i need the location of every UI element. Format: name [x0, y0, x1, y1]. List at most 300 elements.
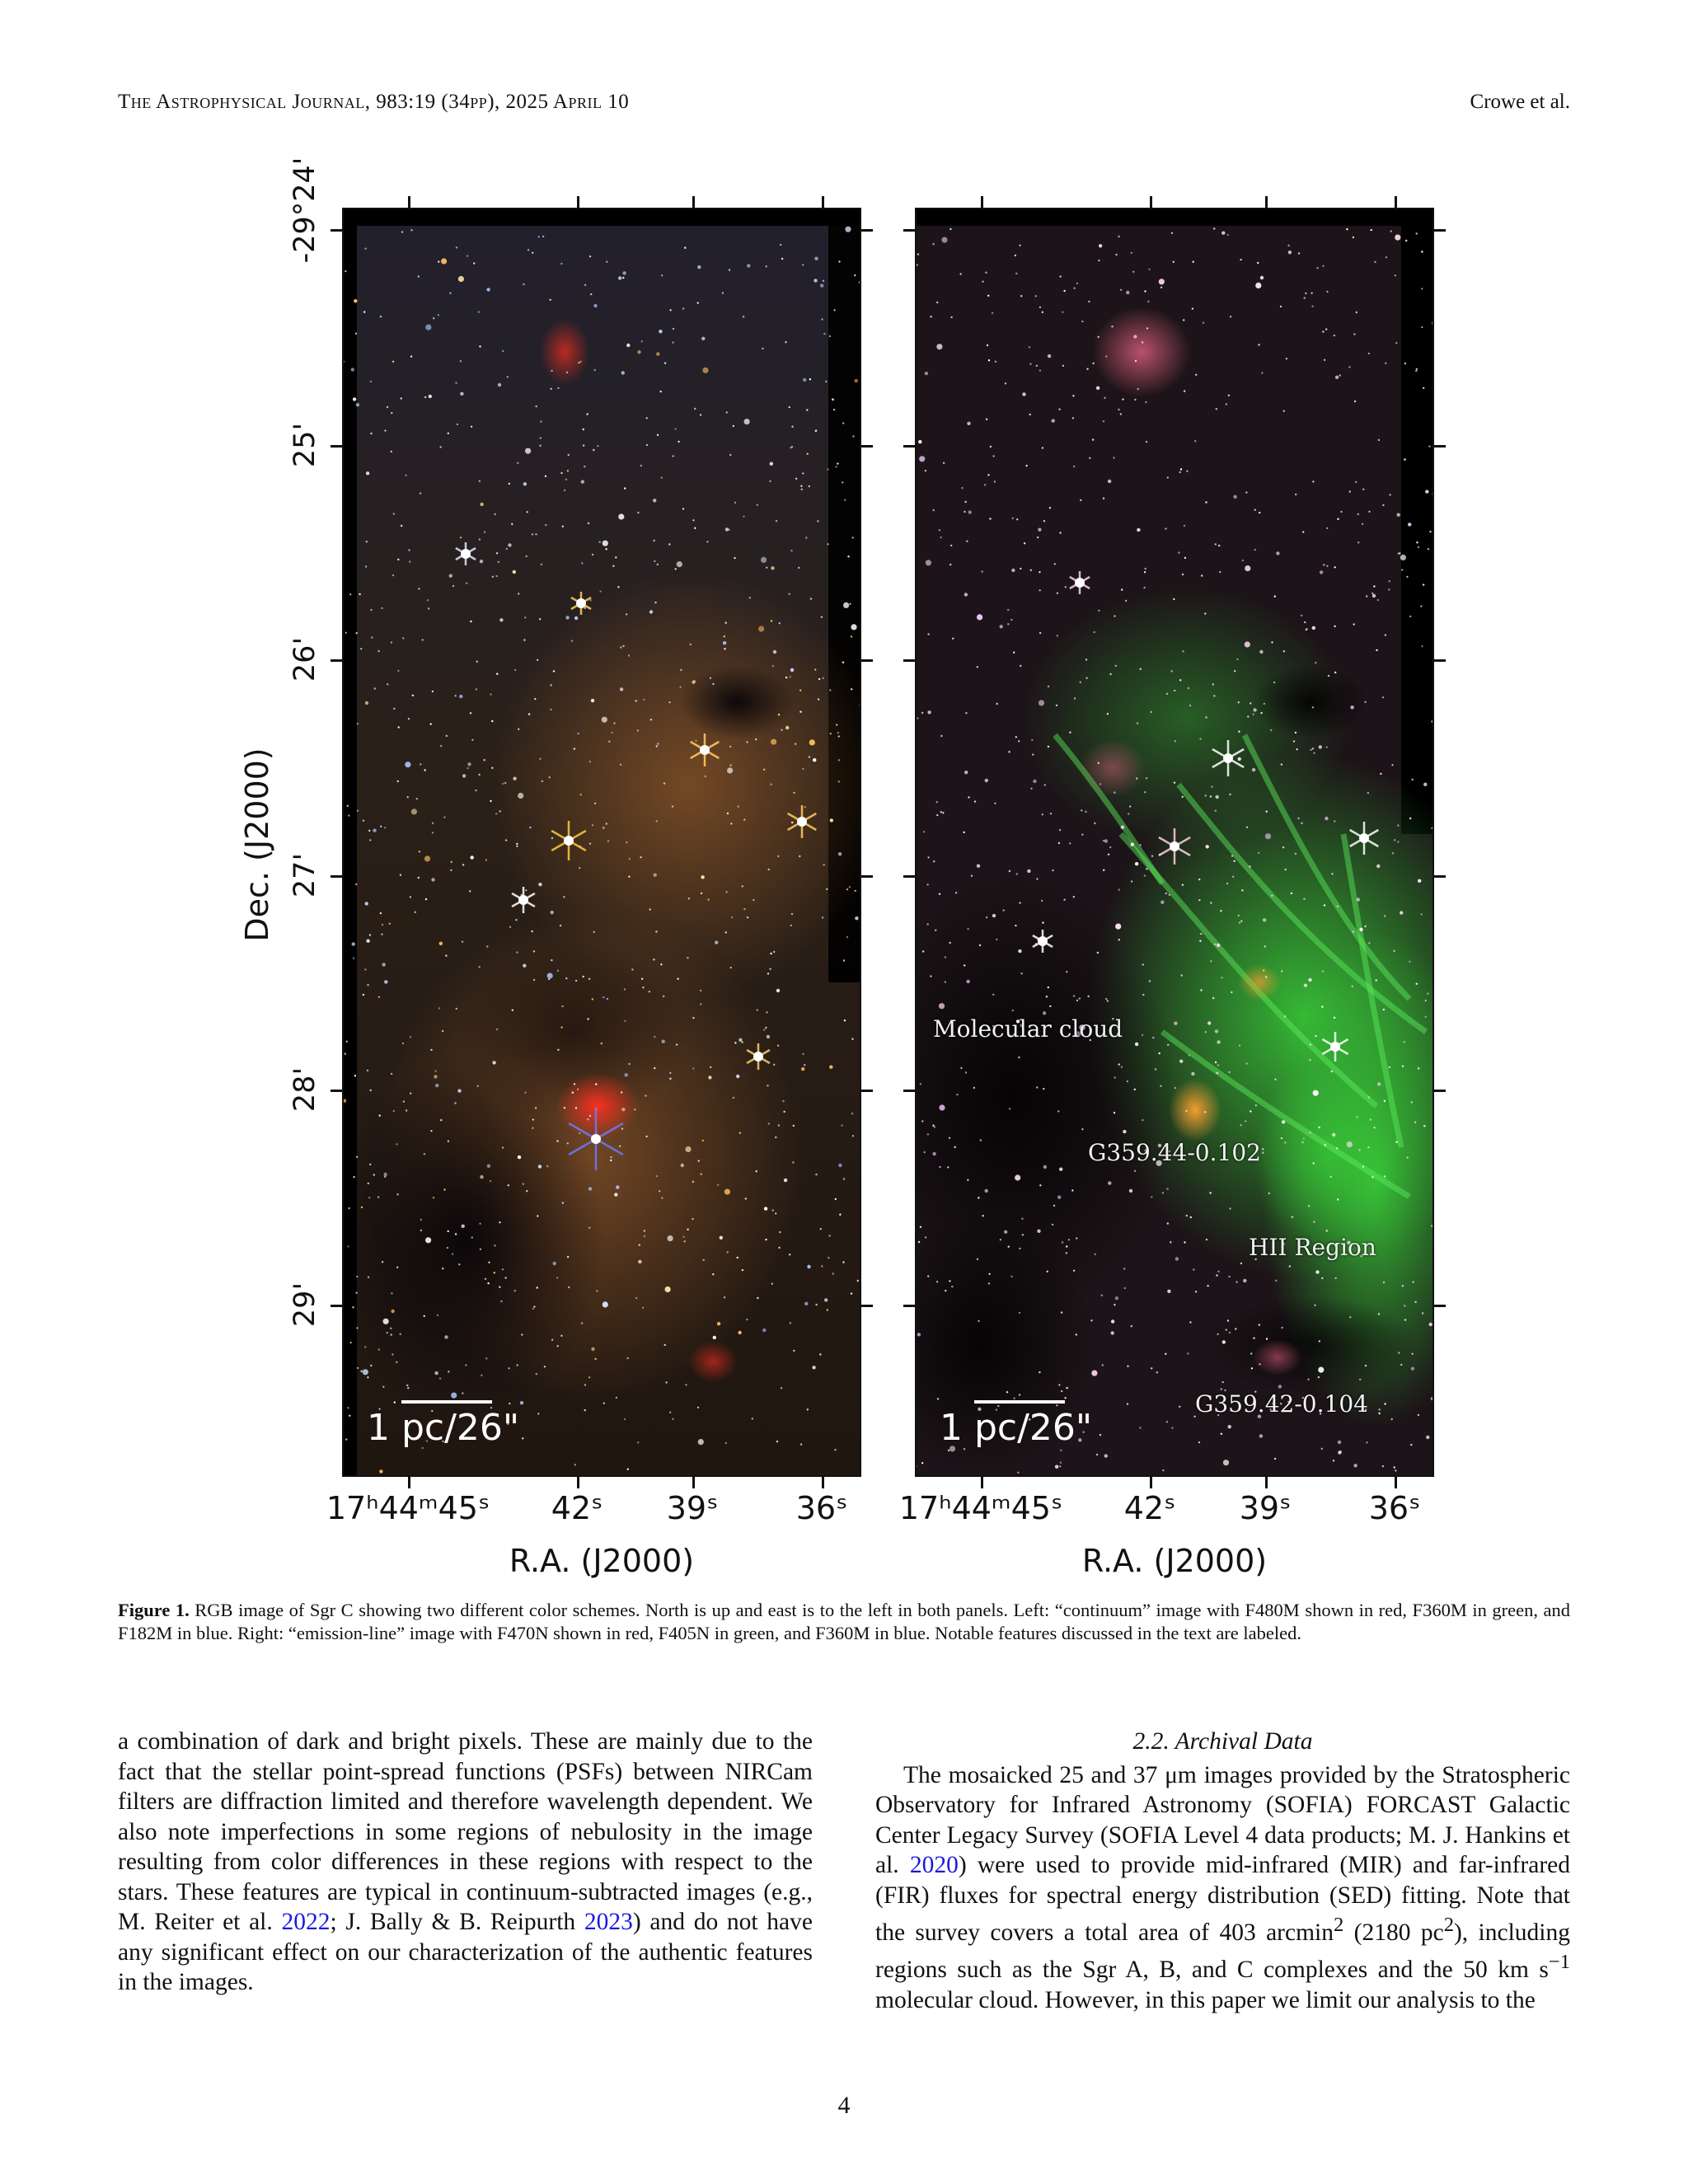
star	[1432, 493, 1434, 494]
star	[624, 487, 626, 489]
star	[584, 607, 585, 609]
star	[1217, 1040, 1220, 1043]
axis-tick	[331, 229, 342, 232]
star	[1182, 574, 1184, 575]
star	[943, 462, 945, 464]
citation-link[interactable]: 2020	[909, 1852, 959, 1878]
star	[381, 934, 382, 935]
axis-tick	[822, 196, 824, 208]
star	[1207, 1021, 1211, 1024]
star	[990, 446, 992, 448]
star	[635, 1297, 637, 1299]
star	[377, 650, 379, 652]
star	[1170, 1241, 1171, 1243]
star	[1109, 673, 1111, 675]
star	[839, 1214, 841, 1216]
axis-tick	[331, 875, 342, 878]
star	[363, 311, 365, 312]
star	[1092, 438, 1094, 440]
star	[607, 840, 609, 841]
star	[724, 648, 725, 649]
star	[734, 502, 736, 504]
star	[1301, 823, 1302, 824]
star	[855, 916, 858, 920]
superscript: 2	[1443, 1914, 1454, 1936]
star	[1373, 1127, 1375, 1128]
star	[645, 1136, 647, 1137]
star	[1378, 439, 1380, 441]
star	[462, 1392, 463, 1394]
star	[1131, 1325, 1132, 1327]
star	[701, 875, 704, 879]
star	[1074, 697, 1076, 699]
star	[1428, 446, 1430, 448]
axis-tick	[331, 659, 342, 662]
star	[728, 529, 729, 531]
star	[1411, 1101, 1413, 1103]
star	[1281, 1137, 1282, 1139]
star	[694, 408, 696, 410]
star	[446, 735, 448, 737]
scale-bar-label: 1 pc/26"	[940, 1407, 1093, 1449]
star	[1193, 1268, 1194, 1270]
star	[838, 260, 840, 262]
star	[734, 1042, 736, 1043]
star	[663, 782, 665, 784]
star	[1353, 1464, 1357, 1467]
star	[793, 1125, 795, 1127]
star	[663, 996, 664, 997]
star	[1009, 1108, 1010, 1109]
star	[1151, 1367, 1152, 1369]
star	[1232, 876, 1234, 878]
star	[793, 1350, 795, 1352]
star	[391, 1310, 394, 1313]
paragraph-text: a combination of dark and bright pixels. These are mainly due to the fact that the stellar point-spread functions (PSFs) between NIRCam filters are diffraction limited and therefore wavelength dependent. We also note imperfections in some regions of nebulosity in the image resulting from color differences in these regions with respect to the stars. These features are typical in continuum-subtracted images (e.g., M. Reiter et al.	[118, 1728, 813, 1935]
star	[622, 645, 624, 647]
star	[521, 1333, 523, 1335]
star	[478, 774, 480, 776]
star	[813, 758, 816, 762]
star	[679, 687, 681, 688]
star	[1193, 261, 1194, 263]
star	[524, 1092, 526, 1094]
star	[382, 1386, 384, 1388]
star	[843, 602, 849, 608]
star	[409, 560, 410, 562]
star	[590, 293, 592, 295]
star	[793, 792, 795, 794]
star	[1400, 555, 1406, 560]
star	[697, 1407, 699, 1408]
star	[1019, 245, 1020, 246]
star	[1098, 762, 1100, 764]
star	[965, 712, 967, 714]
star	[353, 1176, 354, 1178]
star	[1104, 1454, 1108, 1457]
star	[424, 396, 426, 398]
star	[927, 633, 929, 635]
star	[1155, 1068, 1156, 1070]
star	[1073, 1270, 1075, 1272]
star	[753, 899, 754, 901]
star	[1115, 1296, 1118, 1300]
star	[537, 659, 538, 661]
star	[916, 264, 917, 265]
star	[591, 699, 594, 702]
star	[700, 990, 701, 991]
star	[1384, 1403, 1386, 1404]
star	[927, 923, 929, 925]
star	[1393, 950, 1395, 952]
star	[391, 1292, 392, 1294]
star	[1103, 498, 1104, 499]
star	[1039, 370, 1041, 372]
star	[1255, 1104, 1257, 1106]
star	[1081, 321, 1083, 322]
star	[396, 1267, 398, 1268]
star	[1350, 705, 1353, 709]
star	[1303, 898, 1305, 900]
star	[1076, 1000, 1078, 1001]
star	[638, 1260, 641, 1263]
star	[1151, 855, 1153, 857]
star	[770, 953, 771, 954]
star	[799, 711, 801, 713]
star	[594, 1358, 596, 1360]
star	[1286, 358, 1287, 359]
star	[491, 767, 493, 769]
star	[1334, 672, 1336, 673]
star	[1255, 283, 1261, 288]
star	[1420, 913, 1422, 915]
star	[456, 246, 457, 248]
star	[964, 511, 965, 513]
star	[1050, 813, 1052, 814]
star	[1166, 1421, 1168, 1422]
star	[669, 309, 671, 311]
star	[574, 1464, 576, 1465]
star	[1015, 273, 1017, 274]
star	[1406, 1156, 1408, 1158]
star	[538, 236, 540, 237]
star	[420, 1230, 422, 1231]
star	[818, 698, 819, 700]
star	[1125, 600, 1127, 602]
star	[829, 1066, 832, 1069]
star	[1182, 796, 1184, 798]
star	[445, 954, 447, 956]
superscript: −1	[1548, 1951, 1570, 1974]
star	[1422, 1312, 1423, 1314]
star	[692, 519, 694, 521]
star	[1323, 564, 1325, 565]
star	[1059, 275, 1061, 277]
star	[1165, 1353, 1166, 1355]
star	[771, 620, 772, 621]
star	[1203, 322, 1204, 324]
star	[496, 1029, 498, 1030]
star	[425, 1237, 431, 1243]
star	[564, 490, 565, 491]
star	[628, 1063, 630, 1065]
star	[451, 1393, 457, 1399]
star	[1377, 599, 1379, 601]
dec-tick-label: 26'	[288, 636, 321, 682]
star	[1065, 586, 1067, 588]
star	[985, 1189, 988, 1193]
star	[697, 302, 699, 303]
star	[1402, 1285, 1404, 1286]
star	[1127, 1080, 1128, 1082]
star	[1066, 1387, 1067, 1389]
star	[1008, 1246, 1010, 1248]
star	[994, 803, 996, 804]
star	[1382, 504, 1384, 506]
emission-line-image-panel	[915, 208, 1434, 1477]
star	[1133, 335, 1137, 338]
star	[1171, 1427, 1173, 1428]
star	[1204, 612, 1206, 614]
star	[1278, 1385, 1282, 1388]
citation-link[interactable]: 2023	[584, 1909, 633, 1935]
star	[412, 695, 414, 696]
star	[640, 856, 641, 858]
star	[1328, 675, 1329, 677]
star	[1229, 1207, 1231, 1209]
star	[1126, 291, 1129, 294]
star	[733, 1097, 734, 1099]
star	[717, 1322, 720, 1325]
star	[603, 1301, 608, 1307]
star	[1058, 409, 1060, 410]
star	[365, 902, 368, 905]
star	[705, 776, 706, 777]
star	[1281, 970, 1282, 972]
star	[1377, 1082, 1381, 1085]
star	[708, 1076, 711, 1079]
star	[1160, 1085, 1161, 1087]
star	[1135, 360, 1137, 362]
star	[1334, 1017, 1335, 1019]
star	[393, 513, 395, 514]
star	[1037, 1230, 1040, 1233]
star	[1210, 795, 1212, 797]
star	[1114, 792, 1115, 794]
star	[1059, 1168, 1062, 1171]
star	[1036, 365, 1038, 367]
star	[731, 916, 733, 918]
star	[589, 843, 591, 845]
star	[627, 1357, 629, 1359]
bright-star	[576, 598, 586, 608]
star	[821, 616, 823, 618]
star	[919, 456, 925, 462]
star	[614, 1193, 617, 1196]
star	[1215, 810, 1217, 812]
star	[727, 1251, 729, 1253]
star	[556, 1140, 558, 1141]
star	[1352, 986, 1353, 987]
star	[668, 1235, 673, 1241]
star	[678, 441, 679, 443]
star	[1364, 701, 1366, 703]
ra-tick-label: 42ˢ	[1123, 1490, 1176, 1526]
star	[1259, 512, 1260, 513]
star	[1199, 940, 1201, 942]
paragraph-text: (2180 pc	[1343, 1919, 1444, 1946]
star	[392, 361, 394, 363]
star	[1398, 1352, 1400, 1353]
star	[457, 424, 458, 425]
star	[1179, 471, 1180, 473]
star	[359, 593, 360, 595]
star	[448, 433, 449, 434]
star	[441, 258, 447, 264]
ra-tick-label: 17ʰ44ᵐ45ˢ	[326, 1490, 490, 1526]
star	[1187, 1352, 1189, 1354]
axis-tick	[1395, 1477, 1397, 1488]
star	[809, 739, 815, 745]
star	[537, 1286, 538, 1288]
star	[547, 972, 553, 978]
star	[429, 395, 432, 398]
bright-star	[1075, 578, 1085, 588]
star	[677, 561, 682, 567]
bright-star	[461, 549, 471, 559]
star	[1151, 711, 1152, 713]
star	[518, 593, 519, 594]
star	[606, 261, 607, 263]
star	[644, 1230, 645, 1231]
star	[424, 769, 425, 771]
star	[574, 748, 575, 749]
star	[672, 1418, 673, 1420]
paragraph-text: ; J. Bally & B. Reipurth	[330, 1909, 584, 1935]
star	[1027, 869, 1030, 873]
star	[726, 411, 728, 413]
axis-tick	[1434, 1305, 1446, 1307]
star	[1301, 1141, 1303, 1143]
paragraph-text: ), including regions such as the Sgr A, B, and C complexes and the 50 km s	[875, 1919, 1570, 1984]
star	[1378, 1313, 1380, 1315]
star	[1266, 1338, 1268, 1339]
star	[1239, 921, 1240, 923]
star	[698, 1160, 700, 1161]
star	[1145, 568, 1146, 569]
star	[1431, 827, 1432, 829]
star	[1198, 1441, 1200, 1443]
star	[1307, 1379, 1309, 1380]
star	[356, 1156, 358, 1158]
star	[1253, 708, 1256, 711]
star	[1260, 276, 1264, 279]
star	[1039, 307, 1041, 308]
star	[1371, 229, 1372, 231]
star	[830, 818, 833, 822]
star	[1145, 401, 1146, 403]
star	[669, 1078, 671, 1080]
star	[1108, 480, 1111, 483]
continuum-image-panel	[342, 208, 861, 1477]
star	[747, 916, 748, 918]
star	[551, 1339, 553, 1341]
star	[1212, 683, 1214, 685]
star	[1271, 895, 1273, 897]
star	[1250, 1110, 1251, 1112]
star	[795, 743, 796, 745]
star	[662, 1040, 665, 1043]
star	[832, 1272, 834, 1274]
star	[927, 710, 931, 714]
star	[1282, 846, 1284, 848]
star	[1052, 419, 1055, 422]
star	[917, 1333, 921, 1336]
star	[1048, 987, 1049, 988]
star	[790, 1322, 791, 1324]
star	[508, 543, 511, 546]
star	[701, 1174, 702, 1175]
star	[1260, 712, 1262, 714]
star	[1213, 695, 1215, 696]
ra-axis-label: R.A. (J2000)	[1081, 1543, 1268, 1579]
star	[949, 1280, 950, 1282]
star	[1192, 307, 1193, 309]
star	[621, 1108, 625, 1111]
star	[405, 762, 410, 767]
star	[391, 641, 392, 643]
star	[1337, 1198, 1339, 1200]
star	[804, 1064, 805, 1066]
star	[1364, 926, 1366, 927]
star	[1169, 894, 1170, 896]
star	[629, 858, 631, 860]
star	[1243, 1279, 1246, 1282]
star	[525, 889, 527, 891]
star	[940, 537, 942, 538]
star	[933, 860, 935, 862]
star	[715, 940, 718, 944]
star	[560, 1026, 562, 1028]
star	[778, 1124, 780, 1126]
bright-star	[1038, 936, 1048, 946]
dec-tick-label: 29'	[288, 1282, 321, 1328]
star	[1048, 686, 1049, 687]
star	[1216, 408, 1217, 410]
star	[1368, 353, 1370, 354]
citation-link[interactable]: 2022	[281, 1909, 331, 1935]
star	[1397, 824, 1399, 826]
star	[940, 811, 942, 813]
star	[1368, 511, 1370, 513]
body-column-left	[118, 1727, 813, 1998]
star	[546, 1165, 548, 1167]
star	[370, 433, 372, 434]
star	[950, 316, 952, 318]
star	[1012, 1010, 1014, 1011]
star	[588, 1187, 592, 1190]
star	[1356, 1116, 1357, 1118]
star	[424, 1315, 425, 1317]
star	[343, 361, 345, 363]
star	[379, 1469, 382, 1473]
star	[523, 1183, 524, 1184]
star	[1227, 234, 1229, 236]
star	[1319, 745, 1322, 748]
star	[1426, 1436, 1429, 1439]
star	[434, 1075, 437, 1078]
star	[646, 444, 648, 446]
